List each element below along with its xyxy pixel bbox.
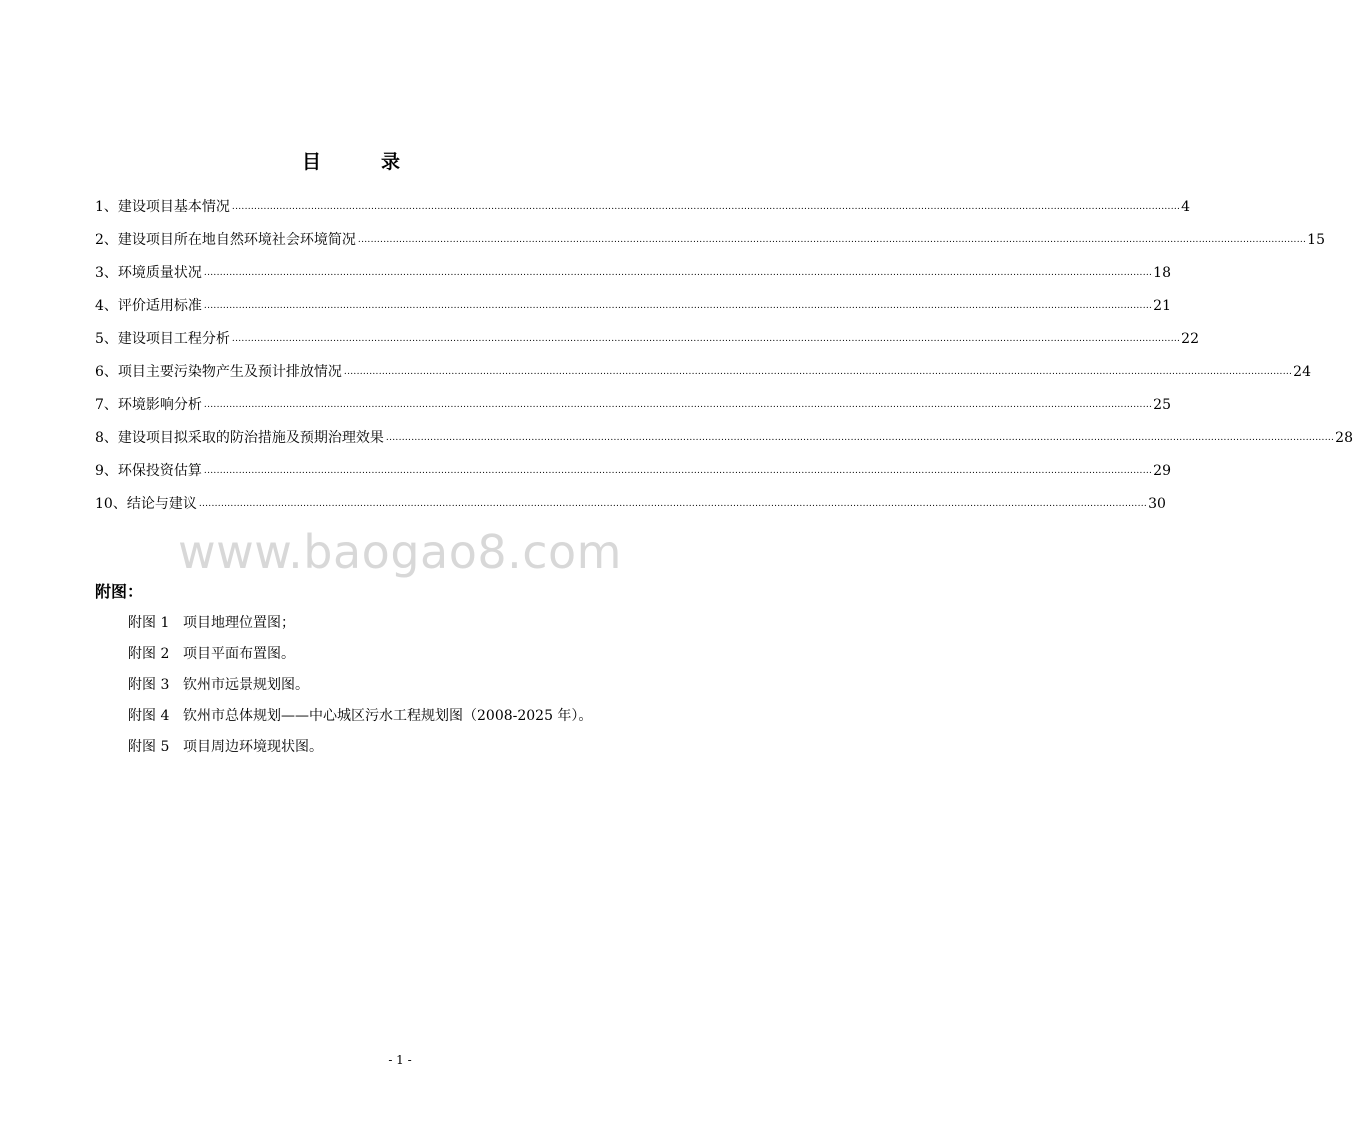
toc-entry[interactable] — [95, 349, 1311, 382]
toc-leader-dots: ............................................................................................................................................................................................................................................................................................................ — [231, 334, 1181, 344]
figure-caption: 钦州市总体规划——中心城区污水工程规划图（2008-2025 年）。 — [183, 708, 593, 724]
toc-entry-title: 建设项目拟采取的防治措施及预期治理效果 — [117, 430, 384, 446]
toc-entry-number: 4、 — [95, 298, 118, 314]
page-number: - 1 - — [388, 1053, 412, 1067]
toc-leader-dots: ............................................................................................................................................................................................................................................................................................................ — [203, 400, 1153, 410]
toc-entry-title: 评价适用标准 — [117, 298, 202, 314]
figure-caption: 项目周边环境现状图。 — [183, 739, 323, 755]
toc-title-char-2: 录 — [381, 151, 401, 173]
toc-entry-page: 21 — [1153, 298, 1171, 314]
toc-entry[interactable] — [95, 184, 1191, 217]
toc-title — [0, 148, 800, 178]
toc-entry-page: 18 — [1153, 265, 1171, 281]
toc-title-char-1: 目 — [302, 151, 322, 173]
figure-label: 附图 1 — [128, 615, 170, 631]
figure-label: 附图 2 — [128, 646, 170, 662]
figures-heading: 附图： — [95, 582, 144, 601]
watermark: www.baogao8.com — [178, 525, 622, 579]
toc-entry-number: 8、 — [95, 430, 118, 446]
toc-entry[interactable] — [95, 316, 1199, 349]
figure-item — [128, 612, 592, 643]
toc-entry[interactable] — [95, 481, 1166, 514]
figure-label: 附图 5 — [128, 739, 170, 755]
toc-entry-page: 4 — [1181, 199, 1191, 215]
toc-entry-page: 25 — [1153, 397, 1171, 413]
toc-entry-number: 5、 — [95, 331, 118, 347]
toc-entry-page: 29 — [1153, 463, 1171, 479]
figures-list — [128, 612, 592, 767]
figure-item — [128, 643, 592, 674]
toc-entry[interactable] — [95, 382, 1171, 415]
toc-entry-number: 1、 — [95, 199, 118, 215]
toc-entry-page: 30 — [1148, 496, 1166, 512]
toc-entry[interactable] — [95, 448, 1171, 481]
toc-entry[interactable] — [95, 283, 1171, 316]
toc-entry[interactable] — [95, 217, 1325, 250]
toc-entry-number: 6、 — [95, 364, 118, 380]
toc-leader-dots: ............................................................................................................................................................................................................................................................................................................ — [357, 235, 1307, 245]
toc-entry-number: 10、 — [95, 496, 127, 512]
toc-entry-title: 项目主要污染物产生及预计排放情况 — [117, 364, 342, 380]
toc-leader-dots: ............................................................................................................................................................................................................................................................................................................ — [203, 466, 1153, 476]
toc-entry-page: 22 — [1181, 331, 1199, 347]
toc-leader-dots: ............................................................................................................................................................................................................................................................................................................ — [203, 268, 1153, 278]
figure-caption: 项目平面布置图。 — [183, 646, 295, 662]
figure-label: 附图 4 — [128, 708, 170, 724]
toc-entry-page: 24 — [1293, 364, 1311, 380]
toc-entry-title: 建设项目工程分析 — [117, 331, 230, 347]
figure-item — [128, 674, 592, 705]
table-of-contents — [95, 184, 1353, 514]
toc-entry-title: 环保投资估算 — [117, 463, 202, 479]
toc-leader-dots: ............................................................................................................................................................................................................................................................................................................ — [198, 499, 1148, 509]
toc-entry-title: 环境影响分析 — [117, 397, 202, 413]
toc-entry-number: 2、 — [95, 232, 118, 248]
figure-item — [128, 736, 592, 767]
toc-entry[interactable] — [95, 415, 1353, 448]
toc-entry-page: 28 — [1335, 430, 1353, 446]
figure-item — [128, 705, 592, 736]
toc-entry-number: 9、 — [95, 463, 118, 479]
figure-caption: 钦州市远景规划图。 — [183, 677, 309, 693]
toc-leader-dots: ............................................................................................................................................................................................................................................................................................................ — [231, 202, 1181, 212]
toc-entry-title: 建设项目基本情况 — [117, 199, 230, 215]
figure-caption: 项目地理位置图； — [183, 615, 295, 631]
toc-entry-page: 15 — [1307, 232, 1325, 248]
toc-entry-number: 3、 — [95, 265, 118, 281]
toc-leader-dots: ............................................................................................................................................................................................................................................................................................................ — [385, 433, 1335, 443]
toc-entry-title: 环境质量状况 — [117, 265, 202, 281]
toc-entry-title: 建设项目所在地自然环境社会环境简况 — [117, 232, 356, 248]
toc-entry-title: 结论与建议 — [126, 496, 197, 512]
toc-entry-number: 7、 — [95, 397, 118, 413]
toc-leader-dots: ............................................................................................................................................................................................................................................................................................................ — [343, 367, 1293, 377]
toc-entry[interactable] — [95, 250, 1171, 283]
toc-leader-dots: ............................................................................................................................................................................................................................................................................................................ — [203, 301, 1153, 311]
figure-label: 附图 3 — [128, 677, 170, 693]
